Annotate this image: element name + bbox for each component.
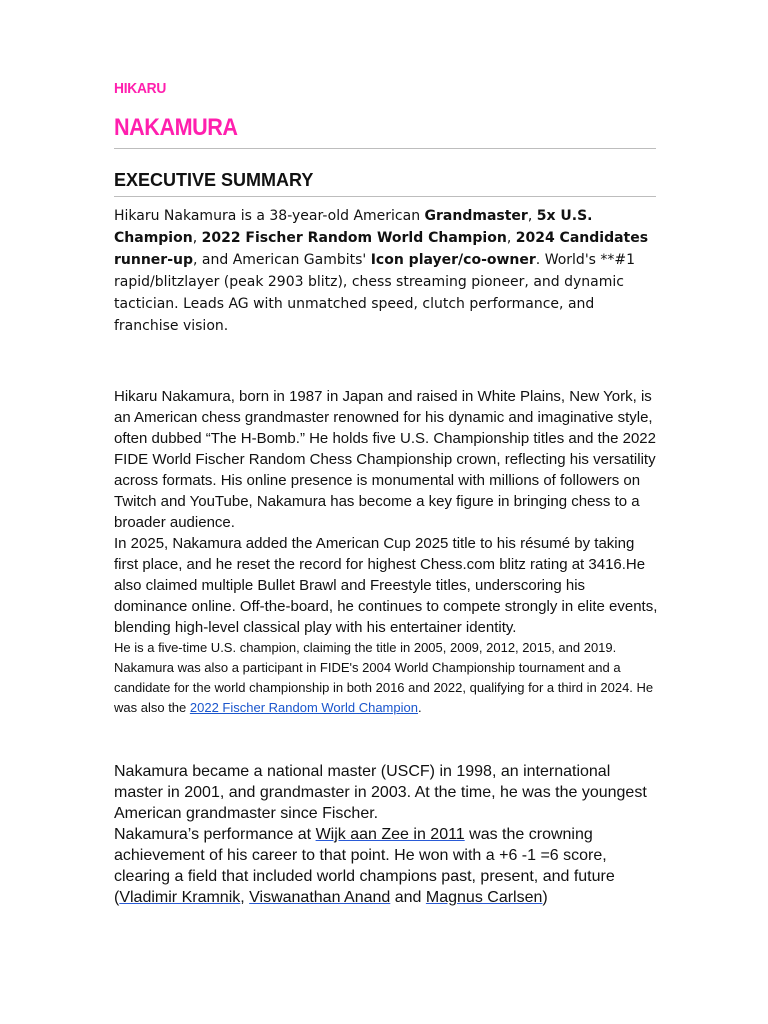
bio-paragraph: In 2025, Nakamura added the American Cup 2025 title to his résumé by taking first place, and he reset the record for highest Chess.com blitz rating at 3416.He also claimed multiple Bullet Brawl and Freestyle titles, underscoring his dominance online. Off-the-board, he continues to compete strongly in elite events, blending high-level classical play with his entertainer identity. [114, 535, 658, 636]
first-name-title: HIKARU [114, 80, 167, 97]
divider [114, 148, 656, 149]
career-section [114, 761, 659, 908]
carlsen-link[interactable]: Magnus Carlsen [425, 889, 543, 906]
career-paragraph: Nakamura’s performance at Wijk aan Zee in 2011 was the crowning achievement of his career to that point. He won with a +6 -1 =6 score, clearing a field that included world champions past, present, and future (Vladimir Kramnik, Viswanathan Anand and Magnus Carlsen) [114, 826, 615, 906]
anand-link[interactable]: Viswanathan Anand [249, 889, 391, 906]
executive-summary-text: Hikaru Nakamura is a 38-year-old American Grandmaster, 5x U.S. Champion, 2022 Fischer Random World Champion, 2024 Candidates runner-up, and American Gambits' Icon player/co-owner. World's **#1 rapid/blitzlayer (peak 2903 blitz), chess streaming pioneer, and dynamic tactician. Leads AG with unmatched speed, clutch performance, and franchise vision. [114, 208, 649, 334]
divider [114, 196, 656, 197]
wijk-aan-zee-link[interactable]: Wijk aan Zee in 2011 [315, 826, 465, 843]
biography-section [114, 386, 659, 718]
last-name-title: NAKAMURA [114, 114, 238, 141]
executive-summary-heading: EXECUTIVE SUMMARY [114, 170, 314, 190]
career-paragraph: Nakamura became a national master (USCF) in 1998, an international master in 2001, and grandmaster in 2003. At the time, he was the youngest American grandmaster since Fischer. [114, 763, 647, 822]
bio-paragraph: He is a five-time U.S. champion, claiming the title in 2005, 2009, 2012, 2015, and 2019. Nakamura was also a participant in FIDE's 2004 World Championship tournament and a candidate for the world championship in both 2016 and 2022, qualifying for a third in 2024. He was also the 2022 Fischer Random World Champion. [114, 640, 654, 715]
kramnik-link[interactable]: Vladimir Kramnik [119, 889, 241, 906]
fischer-random-champion-link[interactable]: 2022 Fischer Random World Champion [189, 700, 418, 715]
bio-paragraph: Hikaru Nakamura, born in 1987 in Japan and raised in White Plains, New York, is an American chess grandmaster renowned for his dynamic and imaginative style, often dubbed “The H-Bomb.” He holds five U.S. Championship titles and the 2022 FIDE World Fischer Random Chess Championship crown, reflecting his versatility across formats. His online presence is monumental with millions of followers on Twitch and YouTube, Nakamura has become a key figure in bringing chess to a broader audience. [114, 388, 656, 531]
